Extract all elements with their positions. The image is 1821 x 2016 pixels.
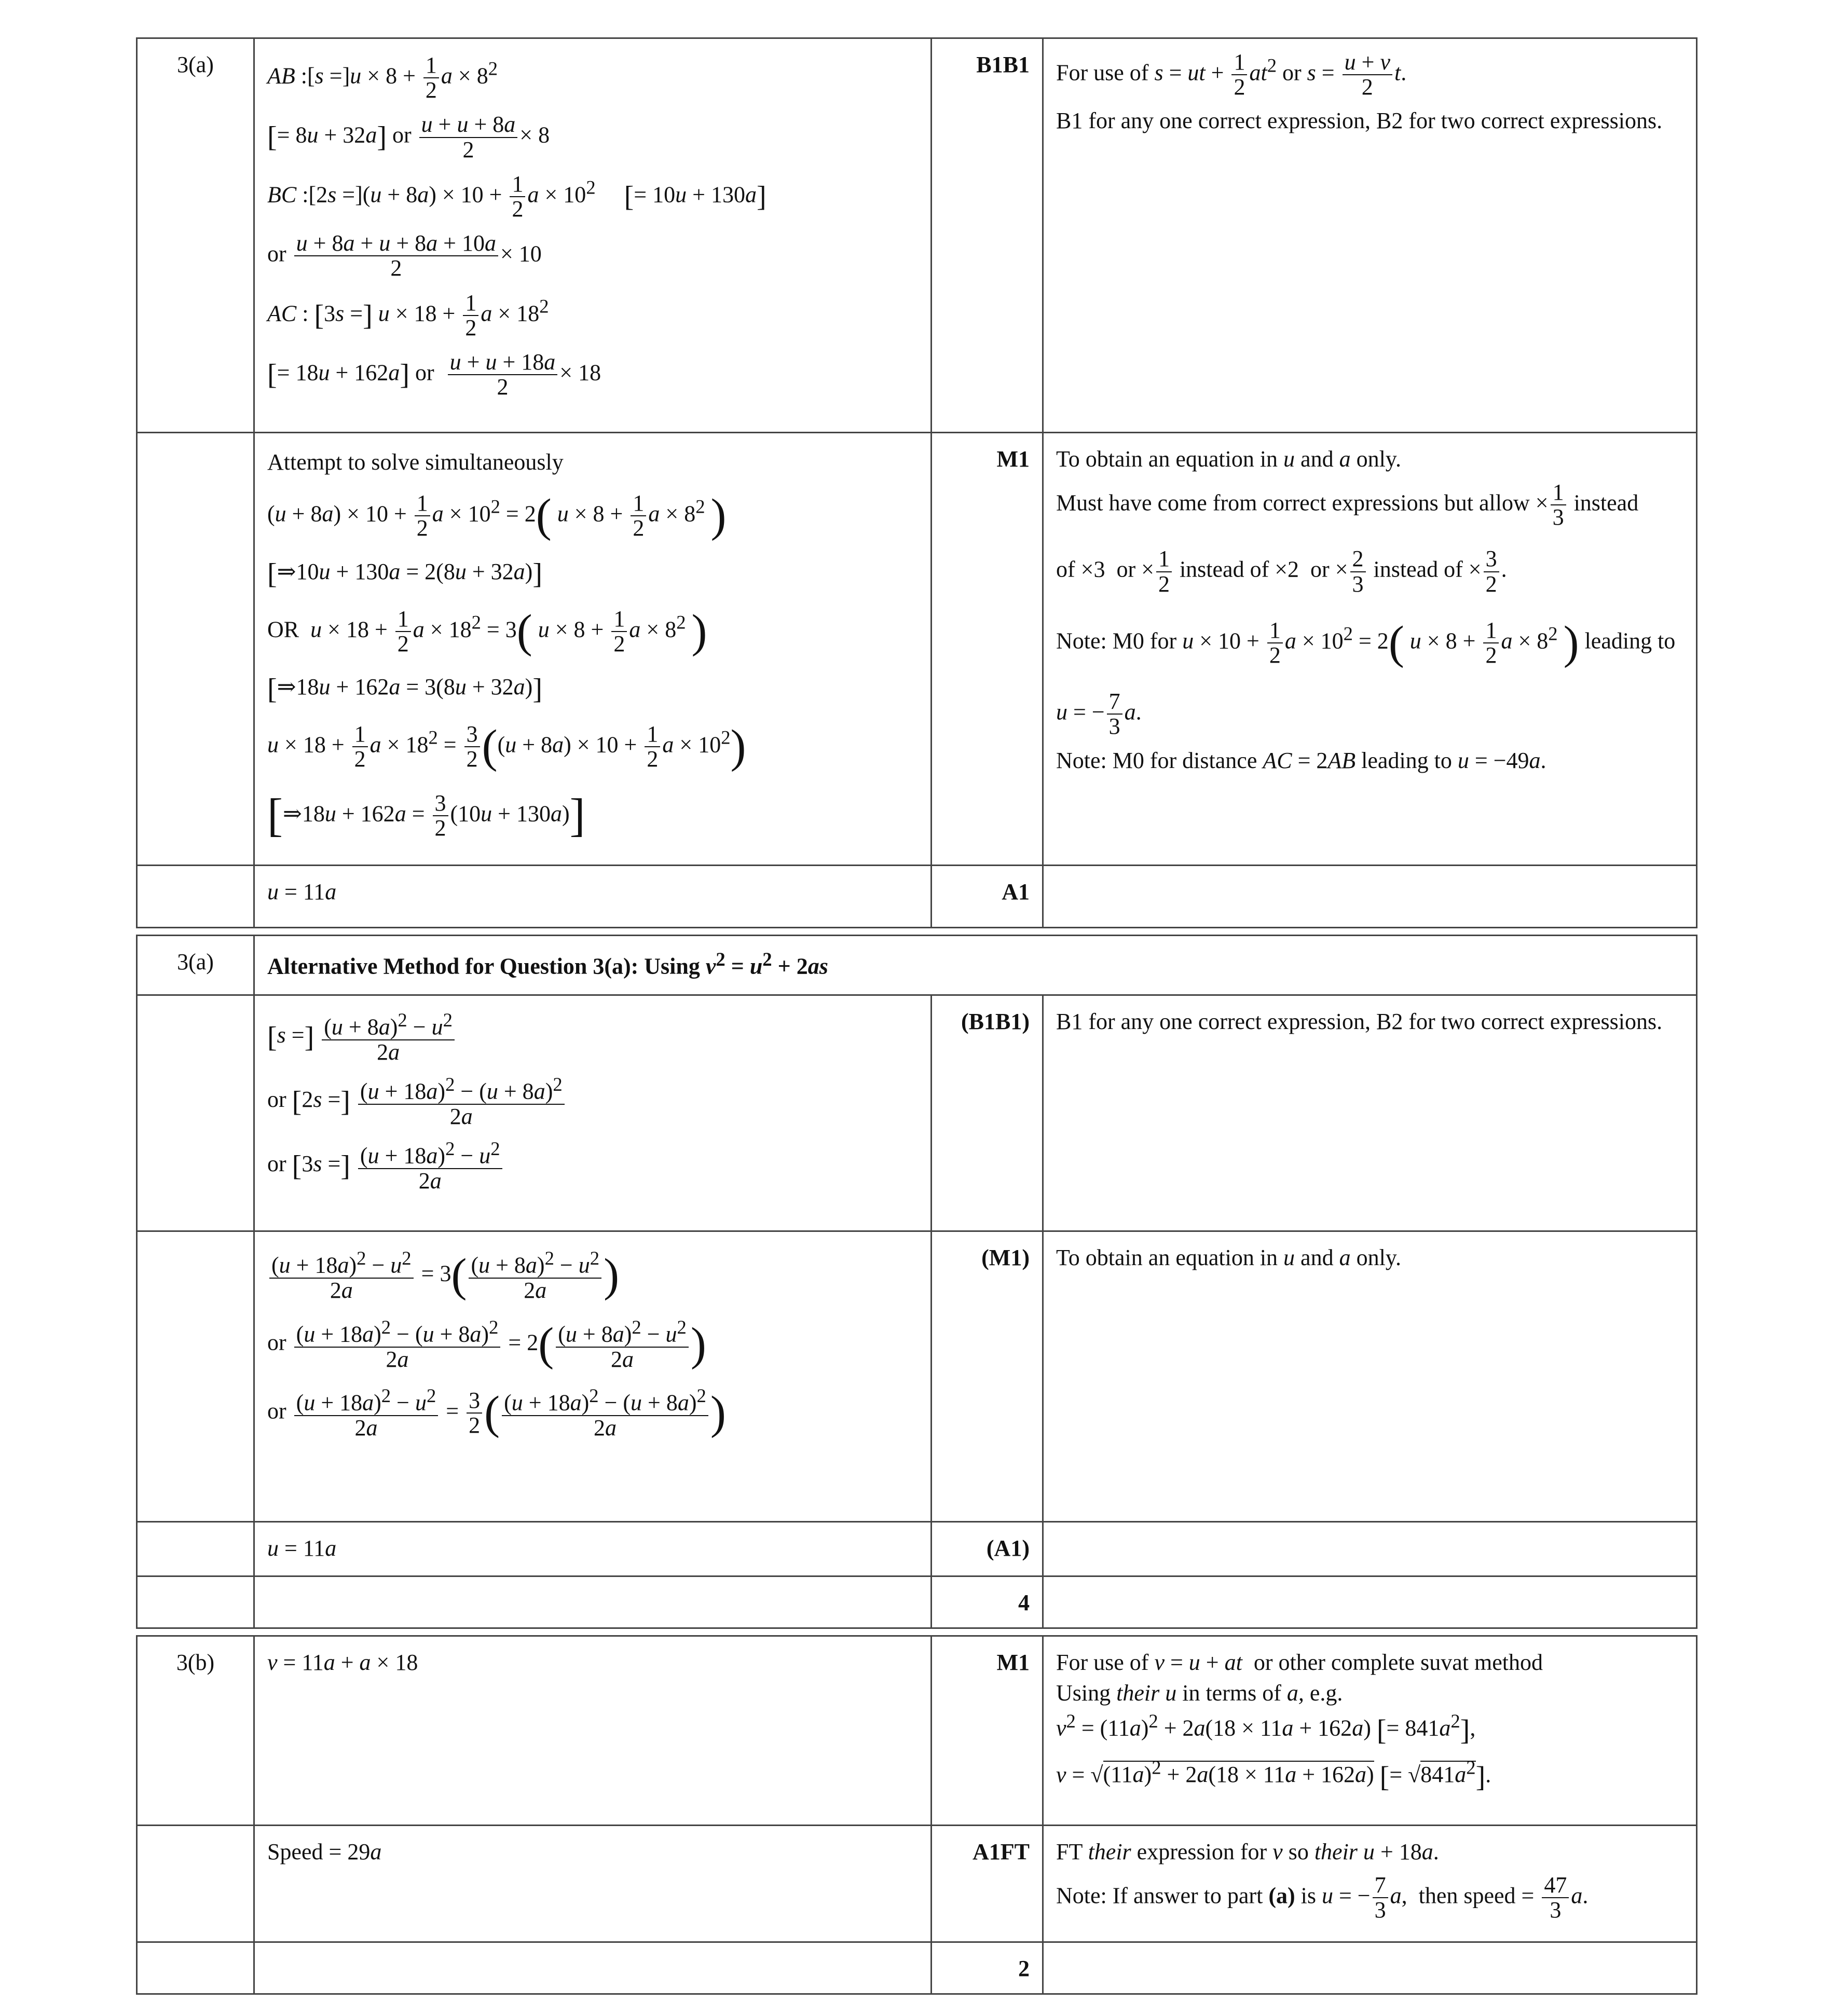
answer-cell [254, 866, 932, 928]
answer-line: or $\frac{(u + 18a)^2 - (u + 8a)^2}{2a}$ = 2( $\frac{(u + 8a)^2 - u^2}{2a}$ ) [267, 1316, 706, 1372]
guidance-cell [1043, 1942, 1697, 1994]
total-marks: 2 [932, 1942, 1043, 1994]
mark-scheme-table [136, 37, 1697, 1995]
answer-line: $\frac{(u + 18a)^2 - u^2}{2a}$ = 3( $\frac{(u + 8a)^2 - u^2}{2a}$ ) [267, 1246, 918, 1305]
answer-line: [s =] $\frac{(u + 8a)^2 - u^2}{2a}$ [267, 1010, 918, 1064]
table-row [137, 995, 1697, 1231]
answer-line: or [2s =] $\frac{(u + 18a)^2 - (u + 8a)^2}{2a}$ [267, 1075, 918, 1129]
guidance-note: For use of s = ut + $\frac{1}{2}$ $at^2$ or s = $\frac{u + v}{2}$ t. [1056, 49, 1407, 100]
answer-cell [254, 1231, 932, 1522]
answer-line: [= 18u + 162a] or $\frac{u + u + 18a}{2}$ × 18 [267, 349, 601, 400]
section-separator [137, 928, 1697, 936]
guidance-note: of ×3 or × $\frac{1}{2}$ instead of ×2 or × $\frac{2}{3}$ instead of × $\frac{3}{2}$ . [1056, 546, 1507, 597]
table-row [137, 1826, 1697, 1942]
guidance-note: To obtain an equation in u and a only. [1056, 1245, 1401, 1270]
mark-code: B1B1 [932, 38, 1043, 433]
answer-cell [254, 433, 932, 866]
guidance-note: To obtain an equation in u and a only. [1056, 446, 1401, 472]
guidance-note: Note: M0 for u × 10 + $\frac{1}{2}$ $a \times 10^2 = 2$( u × 8 + $\frac{1}{2}$ $a \times 8^2$ ) leading to [1056, 616, 1676, 668]
guidance-cell [1043, 1576, 1697, 1628]
guidance-cell [1043, 1826, 1697, 1942]
mark-code: (B1B1) [932, 995, 1043, 1231]
guidance-cell [1043, 866, 1697, 928]
answer-line: Speed = 29a [267, 1839, 382, 1864]
question-number: 3(a) [137, 38, 254, 433]
guidance-cell [1043, 1522, 1697, 1576]
guidance-note: Using their u in terms of a, e.g. [1056, 1680, 1343, 1706]
answer-cell [254, 1636, 932, 1826]
answer-line: (u + 8a) × 10 + $\frac{1}{2}$ $a \times 10^2 = 2$( u × 8 + $\frac{1}{2}$ $a \times 8^2$ ) [267, 490, 727, 541]
guidance-note: Must have come from correct expressions but allow × $\frac{1}{3}$ instead [1056, 479, 1639, 530]
guidance-cell [1043, 1231, 1697, 1522]
answer-line: or $\frac{(u + 18a)^2 - u^2}{2a}$ = $\frac{3}{2}$ ( $\frac{(u + 18a)^2 - (u + 8a)^2}{2a}$ ) [267, 1385, 726, 1441]
answer-line: [⇒18u + 162a = 3(8u + 32a)] [267, 673, 542, 705]
answer-cell [254, 1522, 932, 1576]
answer-line: u = 11a [267, 1535, 337, 1561]
answer-line: OR u × 18 + $\frac{1}{2}$ $a \times 18^2 = 3$( u × 8 + $\frac{1}{2}$ $a \times 8^2$ ) [267, 605, 707, 657]
question-number: 3(b) [137, 1636, 254, 1826]
guidance-note: Note: If answer to part (a) is u = − $\frac{7}{3}$ a, then speed = $\frac{47}{3}$ a. [1056, 1872, 1589, 1923]
answer-cell [254, 38, 932, 433]
guidance-note: B1 for any one correct expression, B2 for two correct expressions. [1056, 1009, 1663, 1034]
mark-code: M1 [932, 433, 1043, 866]
answer-line: or [3s =] $\frac{(u + 18a)^2 - u^2}{2a}$ [267, 1139, 918, 1193]
question-number [137, 995, 254, 1231]
answer-line: AB :[s =]u × 8 + $\frac{1}{2}$ $a \times 8^2$ [267, 52, 498, 103]
question-number [137, 433, 254, 866]
table-row [137, 433, 1697, 866]
alternative-method-heading: Alternative Method for Question 3(a): Using $v^2 = u^2 + 2as$ [254, 936, 1697, 995]
guidance-note: B1 for any one correct expression, B2 for two correct expressions. [1056, 108, 1663, 134]
answer-line: AC : [3s =] u × 18 + $\frac{1}{2}$ $a \times 18^2$ [267, 290, 549, 340]
table-row [137, 1576, 1697, 1628]
table-row [137, 1522, 1697, 1576]
mark-scheme-page [136, 37, 1696, 1995]
answer-line: Attempt to solve simultaneously [267, 449, 564, 475]
question-number: 3(a) [137, 936, 254, 995]
table-row [137, 1231, 1697, 1522]
question-number [137, 1231, 254, 1522]
guidance-note: Note: M0 for distance AC = 2AB leading to u = −49a. [1056, 747, 1546, 773]
mark-code: (M1) [932, 1231, 1043, 1522]
total-marks: 4 [932, 1576, 1043, 1628]
guidance-note: $v = √(11a)^2 + 2a(18 \times 11a + 162a)$ [= $√841a^2$]. [1056, 1757, 1491, 1793]
question-number [137, 1522, 254, 1576]
question-number [137, 1826, 254, 1942]
table-row [137, 38, 1697, 433]
question-number [137, 1576, 254, 1628]
answer-cell [254, 1576, 932, 1628]
mark-code: A1FT [932, 1826, 1043, 1942]
answer-line: u = 11a [267, 879, 337, 904]
answer-line: [⇒18u + 162a = $\frac{3}{2}$ (10u + 130a)] [267, 789, 585, 841]
mark-code: M1 [932, 1636, 1043, 1826]
answer-line: u × 18 + $\frac{1}{2}$ $a \times 18^2$ = $\frac{3}{2}$ ((u + 8a) × 10 + $\frac{1}{2}$ $a \times 10^2$) [267, 721, 746, 772]
table-row [137, 866, 1697, 928]
table-row [137, 936, 1697, 995]
guidance-cell [1043, 433, 1697, 866]
section-separator [137, 1628, 1697, 1636]
mark-code: A1 [932, 866, 1043, 928]
guidance-cell [1043, 995, 1697, 1231]
table-row [137, 1636, 1697, 1826]
answer-cell [254, 995, 932, 1231]
answer-line: or $\frac{u + 8a + u + 8a + 10a}{2}$ × 10 [267, 230, 542, 281]
answer-line: v = 11a + a × 18 [267, 1650, 418, 1675]
answer-line: [⇒10u + 130a = 2(8u + 32a)] [267, 557, 542, 590]
answer-cell [254, 1826, 932, 1942]
answer-cell [254, 1942, 932, 1994]
question-number [137, 1942, 254, 1994]
mark-code: (A1) [932, 1522, 1043, 1576]
table-row [137, 1942, 1697, 1994]
answer-line: [= 8u + 32a] or $\frac{u + u + 8a}{2}$ × 8 [267, 112, 550, 162]
question-number [137, 866, 254, 928]
guidance-note: $v^2 = (11a)^2 + 2a(18 \times 11a + 162a)$ [= $841a^2$], [1056, 1710, 1476, 1747]
guidance-note: FT their expression for v so their u + 18a. [1056, 1839, 1439, 1864]
guidance-cell [1043, 38, 1697, 433]
guidance-note: For use of v = u + at or other complete suvat method [1056, 1650, 1543, 1675]
guidance-note: u = − $\frac{7}{3}$ a. [1056, 689, 1142, 739]
guidance-cell [1043, 1636, 1697, 1826]
answer-line: BC :[2s =](u + 8a) × 10 + $\frac{1}{2}$ $a \times 10^2$ [= 10u + 130a] [267, 171, 766, 222]
